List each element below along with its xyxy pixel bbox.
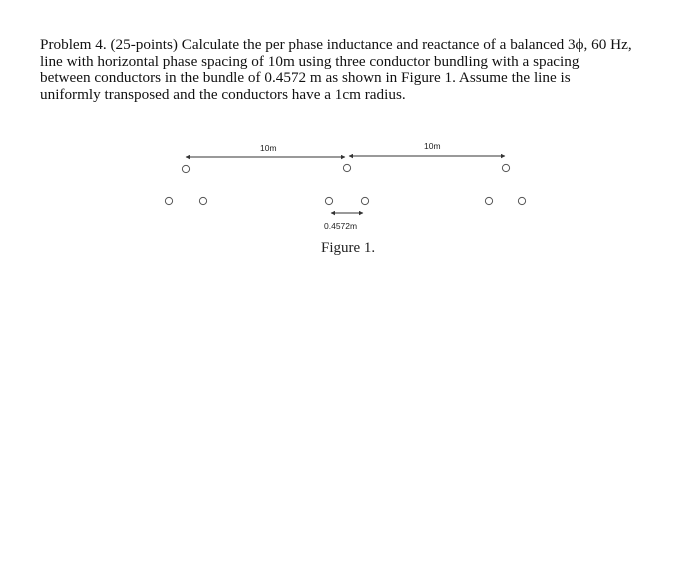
phase-c-bundle: [485, 164, 525, 204]
problem-line-4: uniformly transposed and the conductors have a 1cm radius.: [40, 85, 406, 103]
conductor: [343, 164, 350, 171]
problem-line-3: between conductors in the bundle of 0.4572 m as shown in Figure 1. Assume the line is: [40, 69, 571, 87]
phase-spacing-label-left: 10m: [260, 143, 277, 153]
problem-line-1: Problem 4. (25-points) Calculate the per phase inductance and reactance of a balanced 3ϕ, 60 Hz,: [40, 36, 632, 53]
conductor: [485, 197, 492, 204]
figure-caption: Figure 1.: [321, 240, 376, 256]
phase-b-bundle: [325, 164, 368, 204]
conductor: [325, 197, 332, 204]
conductor: [502, 164, 509, 171]
problem-line-2: line with horizontal phase spacing of 10m using three conductor bundling with a spacing: [40, 52, 580, 70]
phase-a-bundle: [165, 165, 206, 204]
conductor: [165, 197, 172, 204]
conductor: [182, 165, 189, 172]
conductor: [361, 197, 368, 204]
phase-spacing-label-right: 10m: [424, 141, 441, 151]
conductor: [199, 197, 206, 204]
bundle-spacing-label: 0.4572m: [324, 221, 358, 231]
conductor: [518, 197, 525, 204]
